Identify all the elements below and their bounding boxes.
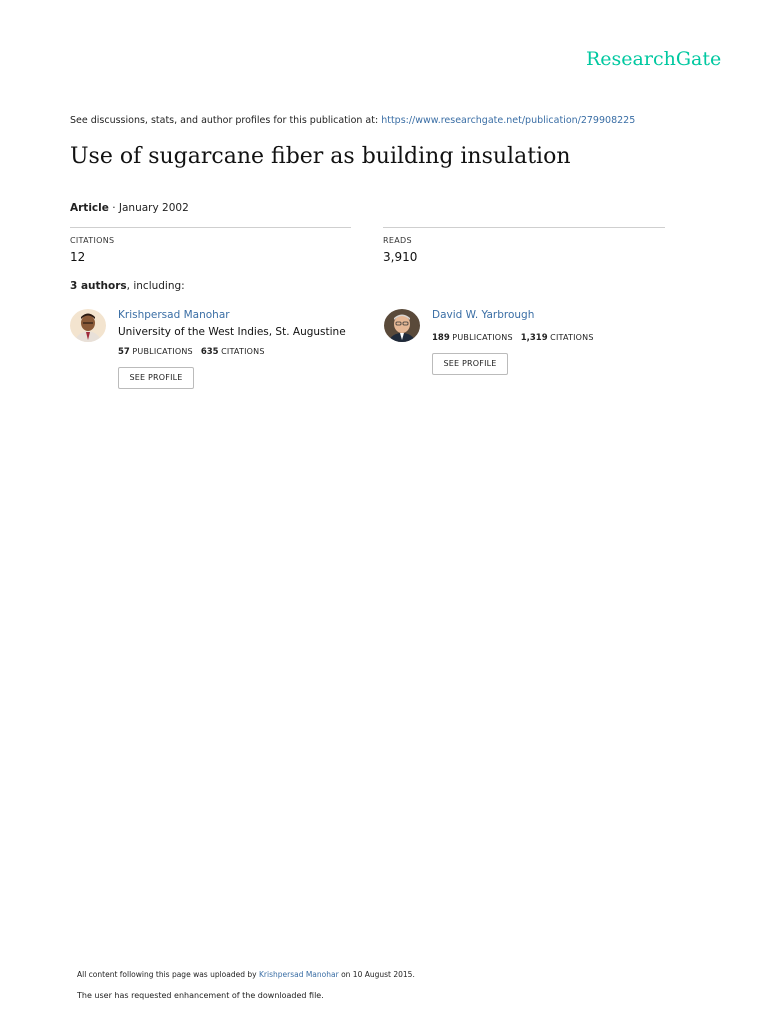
author-name-link[interactable]: Krishpersad Manohar — [118, 309, 230, 321]
citations-value: 12 — [70, 250, 86, 264]
divider-left — [70, 227, 351, 228]
request-note: The user has requested enhancement of the downloaded file. — [77, 991, 324, 1000]
authors-summary — [70, 280, 185, 292]
author-avatar[interactable] — [70, 309, 106, 342]
citations-count: 635 — [200, 347, 219, 357]
publications-label: PUBLICATIONS — [452, 333, 513, 342]
citations-label: CITATIONS — [70, 236, 115, 245]
meta-separator: · — [108, 202, 119, 214]
citations-count: 1,319 — [520, 333, 548, 343]
publication-meta — [70, 202, 189, 214]
upload-suffix: on 10 August 2015. — [338, 970, 415, 979]
author-name-link[interactable]: David W. Yarbrough — [432, 309, 535, 321]
discussion-text: See discussions, stats, and author profiles for this publication at: — [70, 115, 382, 126]
reads-value: 3,910 — [383, 250, 418, 264]
publications-count: 57 — [118, 347, 130, 357]
publication-type: Article — [70, 202, 109, 214]
publication-title: Use of sugarcane fiber as building insulation — [70, 144, 571, 169]
author-avatar[interactable] — [384, 309, 420, 342]
author-institution: University of the West Indies, St. Augustine — [118, 326, 346, 338]
author-stats — [432, 333, 594, 343]
reads-label: READS — [383, 236, 412, 245]
divider-right — [383, 227, 665, 228]
authors-count: 3 authors — [70, 280, 127, 292]
author-photo-icon — [384, 309, 420, 342]
publications-count: 189 — [432, 333, 450, 343]
authors-suffix: , including: — [126, 280, 185, 292]
publications-label: PUBLICATIONS — [132, 347, 193, 356]
researchgate-logo[interactable]: ResearchGate — [586, 48, 722, 70]
uploader-link[interactable]: Krishpersad Manohar — [258, 970, 339, 979]
see-profile-button[interactable]: SEE PROFILE — [432, 353, 508, 375]
publication-url-link[interactable]: https://www.researchgate.net/publication/279908225 — [381, 115, 636, 126]
upload-note — [77, 970, 415, 979]
see-profile-button[interactable]: SEE PROFILE — [118, 367, 194, 389]
author-photo-icon — [70, 309, 106, 342]
author-citations-label: CITATIONS — [550, 333, 594, 342]
publication-date: January 2002 — [118, 202, 189, 214]
author-stats — [118, 347, 265, 357]
discussion-line — [70, 115, 635, 126]
upload-prefix: All content following this page was uploaded by — [77, 970, 259, 979]
author-citations-label: CITATIONS — [221, 347, 265, 356]
